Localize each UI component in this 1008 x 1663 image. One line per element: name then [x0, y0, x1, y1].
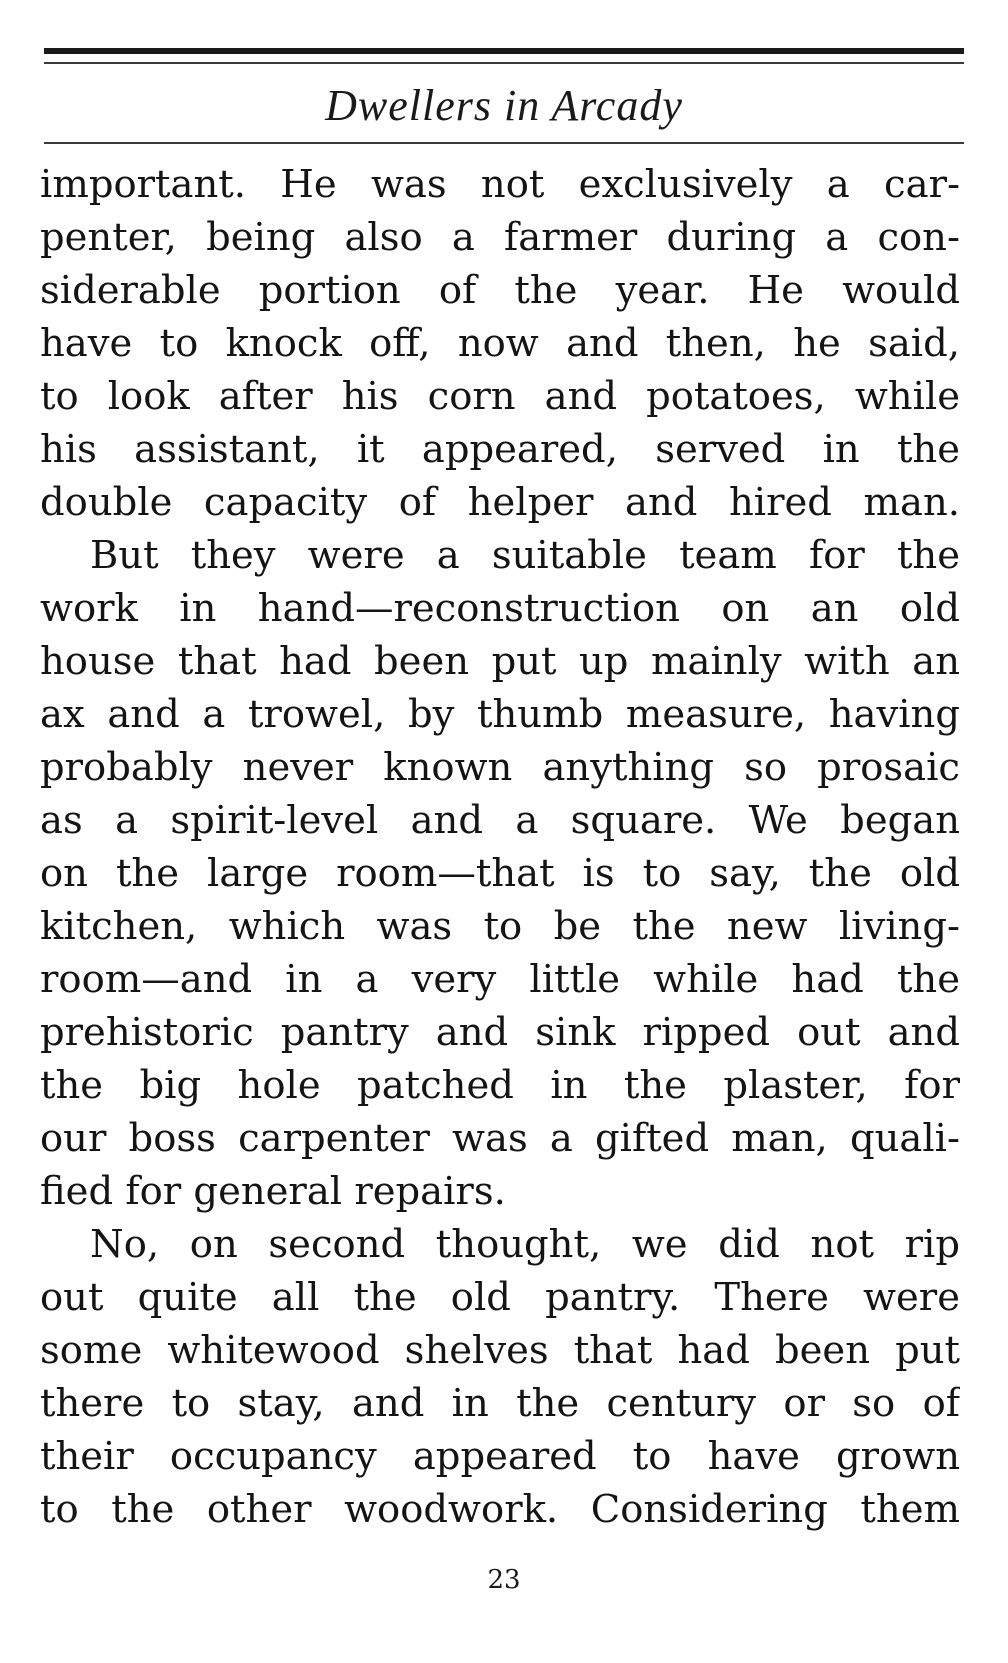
- text-line: penter, being also a farmer during a con-: [40, 215, 960, 260]
- text-line: double capacity of helper and hired man.: [40, 480, 960, 525]
- text-line: to look after his corn and potatoes, while: [40, 374, 960, 419]
- header-rule-bottom: [44, 142, 964, 144]
- text-line: as a spirit-level and a square. We began: [40, 798, 960, 843]
- text-line: on the large room—that is to say, the old: [40, 851, 960, 896]
- text-line: house that had been put up mainly with an: [40, 639, 960, 684]
- text-line: have to knock off, now and then, he said,: [40, 321, 960, 366]
- text-line: their occupancy appeared to have grown: [40, 1434, 960, 1479]
- text-line: his assistant, it appeared, served in the: [40, 427, 960, 472]
- body-text: [40, 158, 960, 1536]
- text-line: there to stay, and in the century or so of: [40, 1381, 960, 1426]
- text-line: out quite all the old pantry. There were: [40, 1275, 960, 1320]
- header-rule-thick: [44, 48, 964, 54]
- text-line: our boss carpenter was a gifted man, quali-: [40, 1116, 960, 1161]
- text-line: prehistoric pantry and sink ripped out and: [40, 1010, 960, 1055]
- page-number: 23: [487, 1565, 521, 1595]
- paragraph-start-line: But they were a suitable team for the: [90, 533, 960, 578]
- text-line: room—and in a very little while had the: [40, 957, 960, 1002]
- text-line: important. He was not exclusively a car-: [40, 162, 960, 207]
- header-rule-thin: [44, 62, 964, 64]
- text-line: ax and a trowel, by thumb measure, having: [40, 692, 960, 737]
- text-line: probably never known anything so prosaic: [40, 745, 960, 790]
- text-line: to the other woodwork. Considering them: [40, 1487, 960, 1532]
- paragraph-start-line: No, on second thought, we did not rip: [90, 1222, 960, 1267]
- text-line: the big hole patched in the plaster, for: [40, 1063, 960, 1108]
- running-head: Dwellers in Arcady: [325, 81, 683, 130]
- paragraph-end-line: fied for general repairs.: [40, 1169, 506, 1214]
- text-line: work in hand—reconstruction on an old: [40, 586, 960, 631]
- text-line: siderable portion of the year. He would: [40, 268, 960, 313]
- text-line: some whitewood shelves that had been put: [40, 1328, 960, 1373]
- text-line: kitchen, which was to be the new living-: [40, 904, 960, 949]
